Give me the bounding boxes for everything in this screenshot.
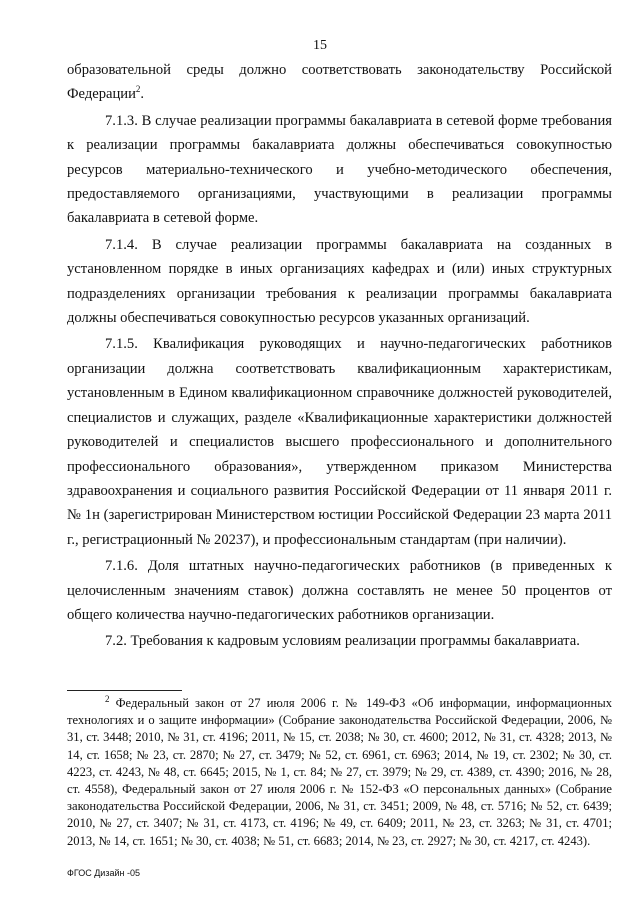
paragraph-7-1-5: 7.1.5. Квалификация руководящих и научно-педагогических работников организации должна соответствовать квалификационным характеристикам, установленным в Едином квалификационном справочнике должностей руководителей, специалистов и служащих, разделе «Квалификационные характеристики должностей руководителей и специалистов высшего профессионального и дополнительного профессионального образования», утвержденном приказом Министерства здравоохранения и социального развития Российской Федерации от 11 января 2011 г. № 1н (зарегистрирован Министерством юстиции Российской Федерации 23 марта 2011 г., регистрационный № 20237), и профессиональным стандартам (при наличии). <box>67 336 612 548</box>
footnote <box>67 695 612 850</box>
document-code-label: ФГОС Дизайн -05 <box>67 868 140 878</box>
footnote-marker: 2 <box>105 693 110 704</box>
paragraph-env-continuation: образовательной среды должно соответствовать законодательству Российской Федерации$^2$. <box>67 62 612 103</box>
footnote-text: $^2$ Федеральный закон от 27 июля 2006 г. № 149-ФЗ «Об информации, информационных технологиях и о защите информации» (Собрание законодательства Российской Федерации, 2006, № 31, ст. 3448; 2010, № 31, ст. 4196; 2011, № 15, ст. 2038; № 30, ст. 4600; 2012, № 31, ст. 4328; 2013, № 14, ст. 1658; № 23, ст. 2870; № 27, ст. 3479; № 52, ст. 6961, ст. 6963; 2014, № 19, ст. 2302; № 30, ст. 4223, ст. 4243, № 48, ст. 6645; 2015, № 1, ст. 84; № 27, ст. 3979; № 29, ст. 4389, ст. 4390; 2016, № 28, ст. 4558), Федеральный закон от 27 июля 2006 г. № 152-ФЗ «О персональных данных» (Собрание законодательства Российской Федерации, 2006, № 31, ст. 3451; 2009, № 48, ст. 5716; № 52, ст. 6439; 2010, № 27, ст. 3407; № 31, ст. 4173, ст. 4196; № 49, ст. 6409; 2011, № 23, ст. 3263; № 31, ст. 4701; 2013, № 14, ст. 1651; № 30, ст. 4038; № 51, ст. 6683; 2014, № 23, ст. 2927; № 30, ст. 4217, ст. 4243). <box>67 693 612 848</box>
paragraph-7-1-3: 7.1.3. В случае реализации программы бакалавриата в сетевой форме требования к реализации программы бакалавриата должны обеспечиваться совокупностью ресурсов материально-технического и учебно-методического обеспечения, предоставляемого организациями, участвующими в реализации программы бакалавриата в сетевой форме. <box>67 112 612 227</box>
paragraph-7-1-4: 7.1.4. В случае реализации программы бакалавриата на созданных в установленном порядке в иных организациях кафедрах и (или) иных структурных подразделениях организации требования к реализации программы бакалавриата должны обеспечиваться совокупностью ресурсов указанных организаций. <box>67 236 612 327</box>
footnote-reference[interactable]: 2 <box>135 84 141 95</box>
paragraph-7-1-6: 7.1.6. Доля штатных научно-педагогических работников (в приведенных к целочисленным значениям ставок) должна составлять не менее 50 процентов от общего количества научно-педагогических работников организации. <box>67 558 612 623</box>
main-text <box>67 58 612 654</box>
paragraph-7-2: 7.2. Требования к кадровым условиям реализации программы бакалавриата. <box>105 633 580 650</box>
page-number: 15 <box>313 38 327 53</box>
footnote-divider <box>67 690 182 691</box>
